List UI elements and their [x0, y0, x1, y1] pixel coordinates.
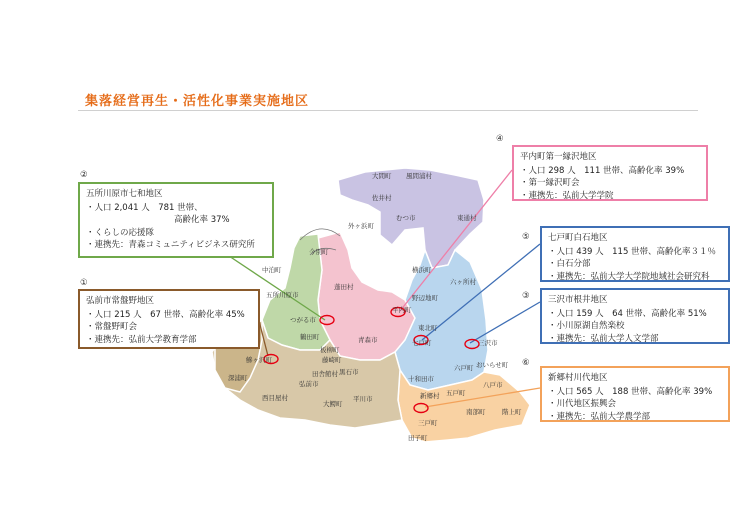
municipality-label: 六ヶ所村 — [450, 278, 476, 286]
area-box-nei — [540, 288, 730, 344]
area-detail: ・人口 439 人 115 世帯、高齢化率３１％ — [548, 246, 717, 257]
municipality-label: 蓬田村 — [334, 283, 354, 291]
area-number: ⑤ — [522, 232, 530, 242]
municipality-label: 弘前市 — [299, 380, 319, 388]
area-detail: ・川代地区振興会 — [548, 399, 617, 409]
area-detail: ・人口 215 人 67 世帯、高齢化率 45% — [86, 309, 245, 320]
municipality-label: 外ヶ浜町 — [348, 222, 374, 230]
municipality-label: 田舎館村 — [312, 370, 338, 378]
municipality-label: 新郷村 — [420, 392, 440, 400]
municipality-label: 大間町 — [372, 172, 392, 180]
municipality-label: 七戸町 — [412, 339, 432, 347]
municipality-label: 藤崎町 — [322, 356, 342, 364]
municipality-label: 青森市 — [358, 336, 378, 344]
area-detail: ・連携先：青森コミュニティビジネス研究所 — [86, 240, 255, 250]
municipality-label: 五戸町 — [446, 389, 466, 397]
municipality-label: 黒石市 — [339, 368, 359, 376]
area-detail: ・くらしの応援隊 — [86, 227, 155, 238]
area-number: ④ — [496, 134, 504, 144]
area-detail: ・白石分部 — [548, 259, 591, 269]
municipality-label: むつ市 — [396, 214, 416, 222]
municipality-label: 今別町 — [309, 248, 329, 256]
municipality-label: 野辺地町 — [412, 294, 438, 302]
area-detail: ・連携先：弘前大学農学部 — [548, 411, 651, 422]
municipality-label: 六戸町 — [454, 364, 474, 372]
municipality-label: 深浦町 — [228, 374, 248, 382]
area-detail: ・人口 159 人 64 世帯、高齢化率 51% — [548, 308, 707, 319]
area-detail: ・第一縁沢町会 — [520, 178, 580, 188]
area-detail: ・常盤野町会 — [86, 322, 138, 332]
municipality-label: 平川市 — [353, 395, 373, 403]
area-name: 七戸町白石地区 — [548, 233, 608, 243]
municipality-label: 田子町 — [408, 434, 428, 442]
municipality-label: 平内町 — [392, 306, 412, 314]
area-detail: ・連携先：弘前大学学院 — [520, 190, 614, 201]
municipality-label: 西目屋村 — [262, 394, 288, 402]
area-name: 五所川原市七和地区 — [86, 189, 163, 199]
area-name: 新郷村川代地区 — [548, 373, 608, 383]
municipality-label: 鶴田町 — [300, 333, 320, 341]
page-title: 集落経営再生・活性化事業実施地区 — [85, 94, 310, 109]
area-name: 弘前市常盤野地区 — [86, 296, 155, 306]
area-box-tokiwano — [78, 289, 260, 349]
municipality-label: おいらせ町 — [476, 361, 509, 369]
area-detail: ・連携先：弘前大学大学院地域社会研究科 — [548, 271, 710, 282]
area-number: ③ — [522, 291, 530, 301]
municipality-label: 風間浦村 — [406, 172, 432, 180]
area-number: ① — [80, 278, 88, 288]
area-number: ② — [80, 170, 88, 180]
municipality-label: つがる市 — [290, 316, 316, 324]
area-box-shichiwa — [78, 182, 274, 258]
municipality-label: 十和田市 — [408, 375, 434, 383]
municipality-label: 南部町 — [466, 408, 486, 416]
area-name: 三沢市根井地区 — [548, 295, 608, 305]
municipality-label: 五所川原市 — [266, 291, 299, 299]
municipality-label: 大鰐町 — [323, 400, 343, 408]
area-detail: ・連携先：弘前大学人文学部 — [548, 333, 659, 344]
municipality-label: 東北町 — [418, 324, 438, 332]
municipality-label: 東通村 — [457, 214, 477, 222]
area-number: ⑥ — [522, 358, 530, 368]
municipality-label: 佐井村 — [372, 194, 392, 202]
area-name: 平内町第一縁沢地区 — [520, 152, 597, 162]
title-divider — [78, 110, 698, 111]
municipality-label: 中泊町 — [262, 266, 282, 274]
area-detail: ・連携先：弘前大学教育学部 — [86, 334, 197, 345]
municipality-label: 横浜町 — [412, 266, 432, 274]
municipality-label: 三戸町 — [418, 419, 438, 427]
area-box-shiraishi — [540, 226, 730, 282]
municipality-label: 鰺ヶ沢町 — [246, 356, 272, 364]
municipality-label: 八戸市 — [483, 381, 503, 389]
area-detail: ・人口 298 人 111 世帯、高齢化率 39% — [520, 165, 685, 176]
area-detail: ・人口 2,041 人 781 世帯、 — [86, 202, 203, 213]
area-detail: ・小川原湖自然楽校 — [548, 321, 625, 331]
area-detail: ・人口 565 人 188 世帯、高齢化率 39% — [548, 386, 713, 397]
municipality-label: 階上町 — [502, 408, 522, 416]
area-box-kawashiro — [540, 366, 730, 422]
municipality-label: 三沢市 — [478, 339, 498, 347]
area-box-enzawa — [512, 145, 708, 201]
municipality-label: 板柳町 — [320, 346, 340, 354]
area-detail: 高齢化率 37% — [174, 215, 230, 225]
